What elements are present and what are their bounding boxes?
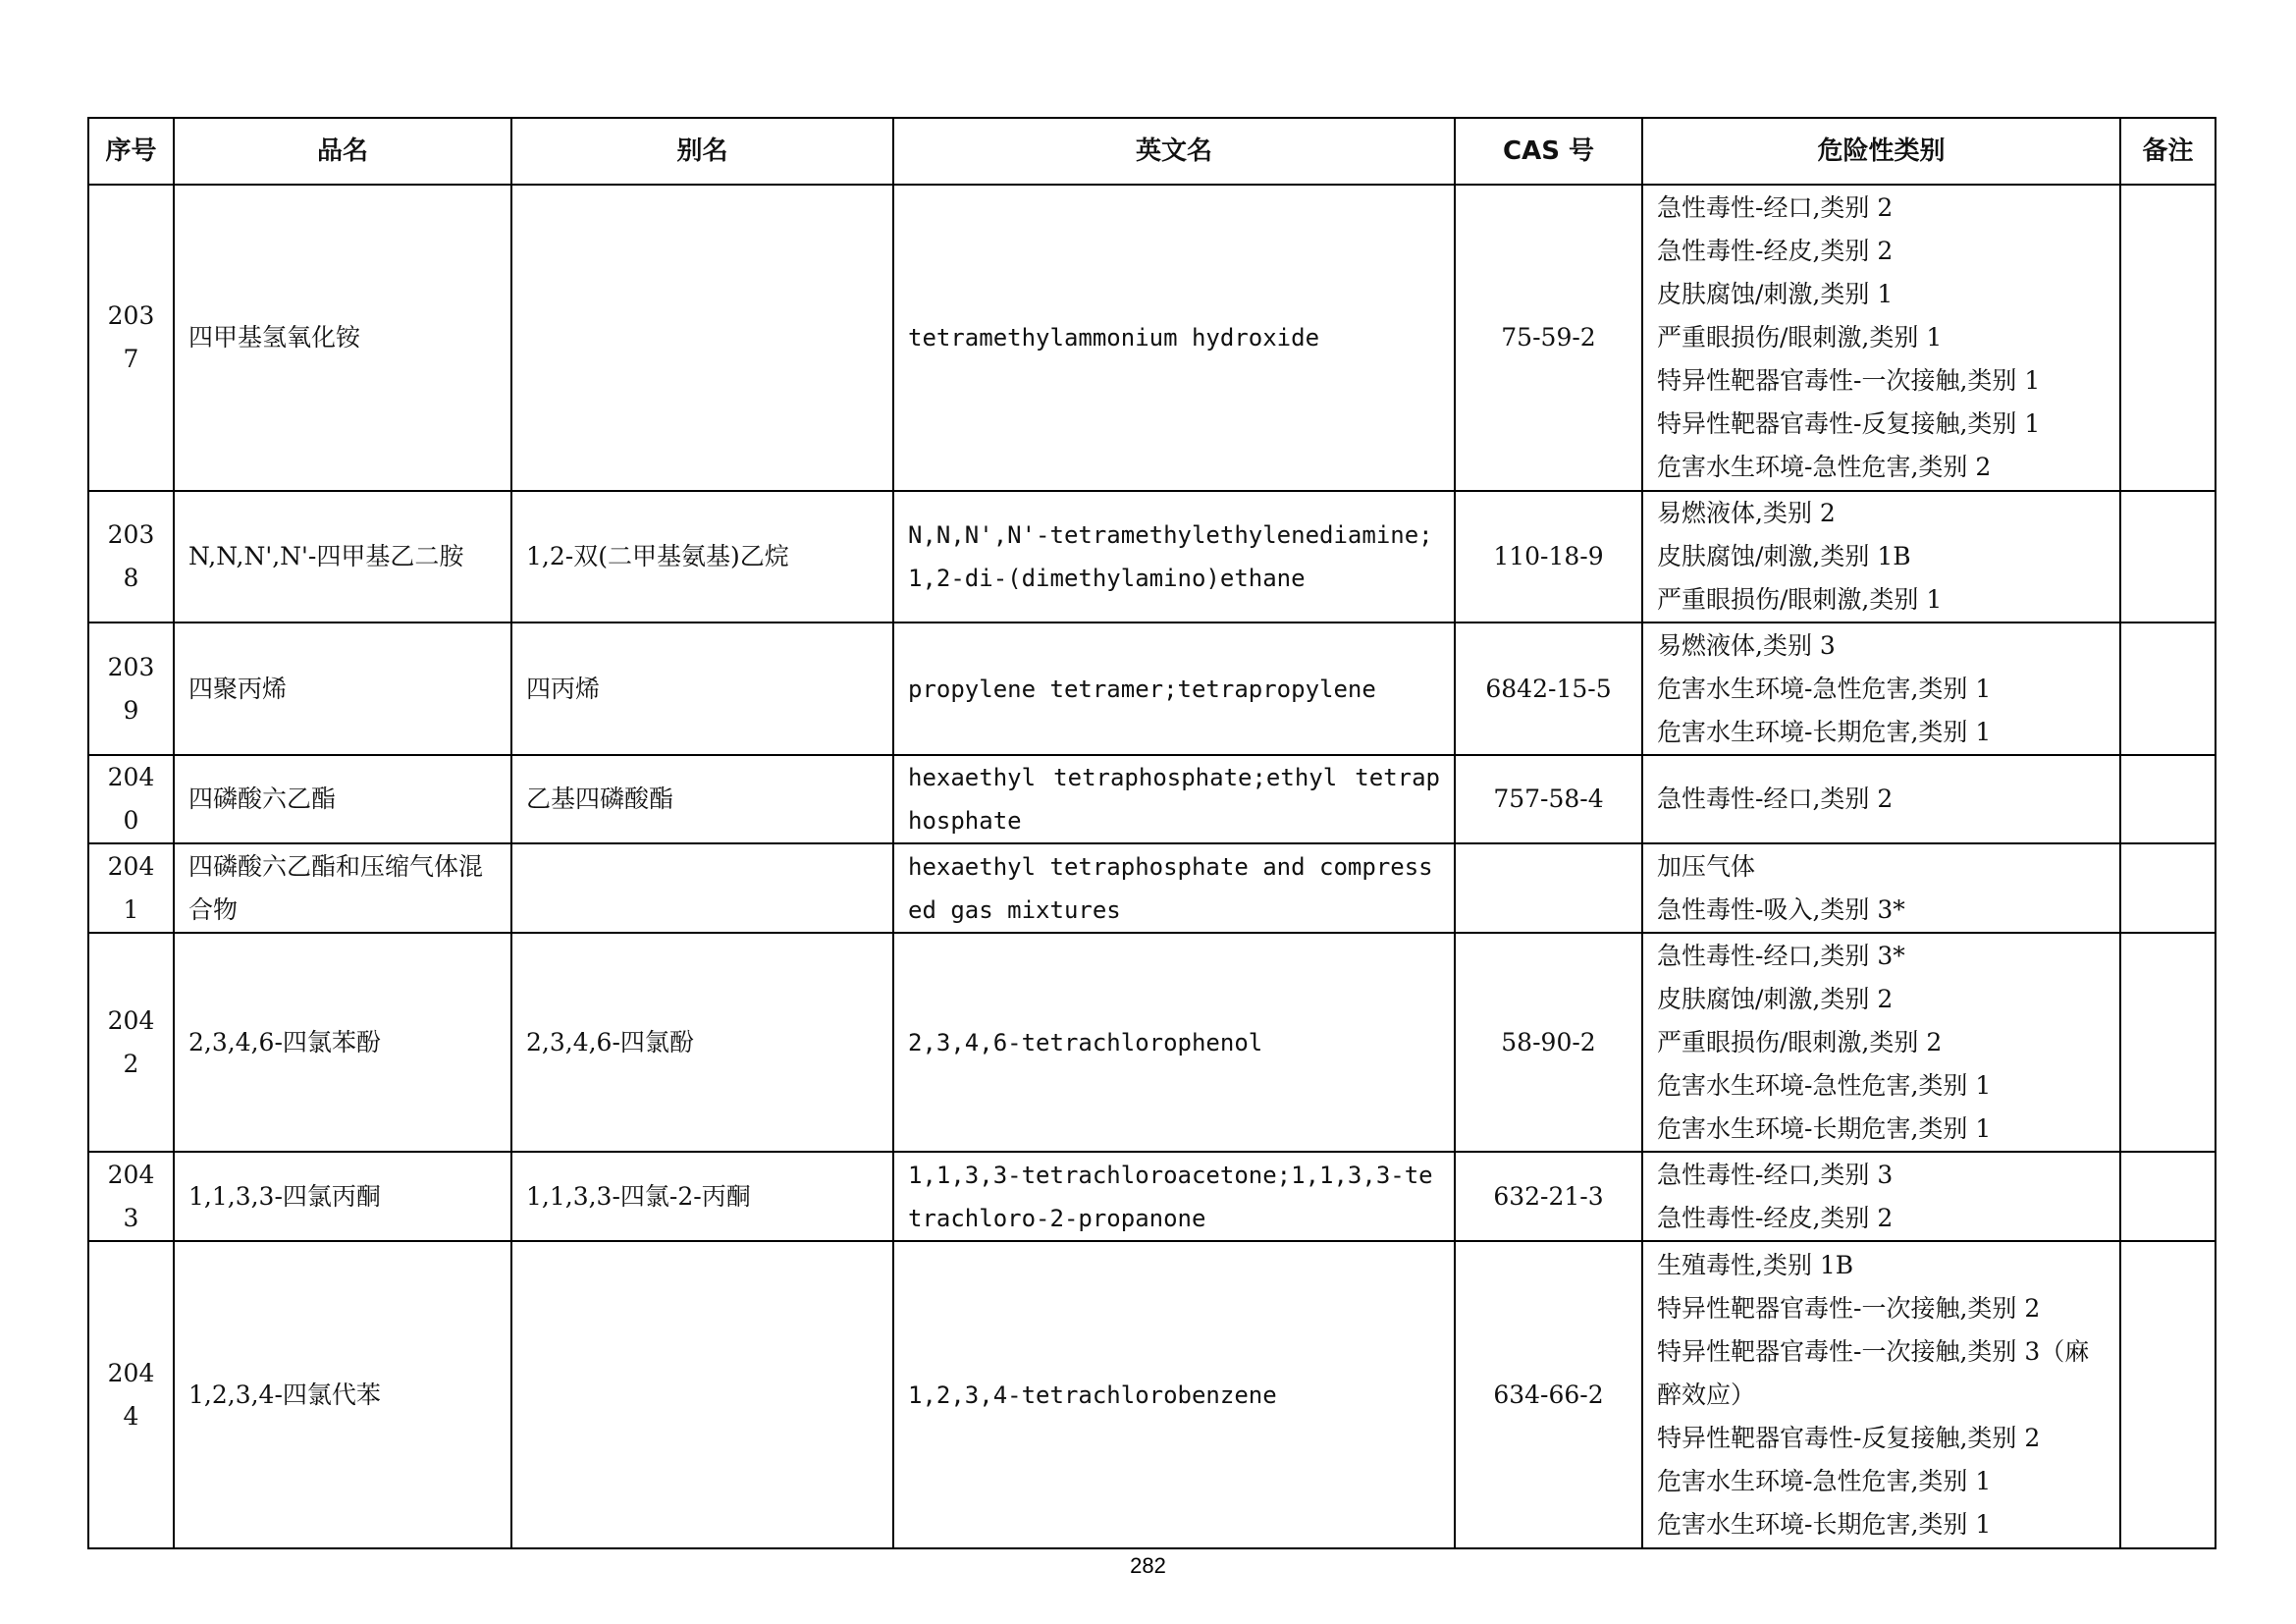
cell-remark	[2120, 185, 2216, 491]
cell-name: 四磷酸六乙酯和压缩气体混合物	[174, 843, 511, 933]
hazard-item: 特异性靶器官毒性-反复接触,类别 2	[1657, 1423, 2041, 1452]
cell-hazard-class	[1642, 1241, 2120, 1548]
table-row	[88, 491, 2216, 623]
header-cas: CAS 号	[1455, 118, 1642, 185]
cell-alias	[511, 185, 893, 491]
hazard-item: 急性毒性-吸入,类别 3*	[1657, 894, 1905, 924]
cell-cas: 634-66-2	[1455, 1241, 1642, 1548]
hazard-item: 急性毒性-经皮,类别 2	[1657, 237, 1894, 265]
cell-alias	[511, 1241, 893, 1548]
cell-no: 2042	[88, 933, 174, 1152]
cell-hazard-class	[1642, 933, 2120, 1152]
cell-no: 2039	[88, 623, 174, 755]
table-row	[88, 623, 2216, 755]
hazard-item: 特异性靶器官毒性-反复接触,类别 1	[1657, 409, 2041, 438]
cell-english-name: 1,2,3,4-tetrachlorobenzene	[893, 1241, 1455, 1548]
cell-name: 1,1,3,3-四氯丙酮	[174, 1152, 511, 1241]
hazard-item: 急性毒性-经口,类别 3	[1657, 1160, 1894, 1189]
hazard-item: 加压气体	[1657, 851, 1756, 881]
cell-hazard-class	[1642, 843, 2120, 933]
cell-english-name: tetramethylammonium hydroxide	[893, 185, 1455, 491]
cell-english-name: hexaethyl tetraphosphate and compressed gas mixtures	[893, 843, 1455, 933]
cell-name: 四聚丙烯	[174, 623, 511, 755]
header-english-name: 英文名	[893, 118, 1455, 185]
cell-alias: 1,2-双(二甲基氨基)乙烷	[511, 491, 893, 623]
hazard-item: 急性毒性-经口,类别 2	[1657, 785, 1894, 813]
hazard-item: 皮肤腐蚀/刺激,类别 1B	[1657, 542, 1911, 570]
cell-name: 四甲基氢氧化铵	[174, 185, 511, 491]
hazard-item: 严重眼损伤/眼刺激,类别 1	[1657, 585, 1943, 614]
hazard-item: 危害水生环境-急性危害,类别 1	[1657, 1466, 1992, 1495]
hazard-item: 生殖毒性,类别 1B	[1657, 1250, 1854, 1279]
cell-hazard-class	[1642, 755, 2120, 843]
hazard-item: 皮肤腐蚀/刺激,类别 1	[1657, 280, 1894, 308]
cell-hazard-class	[1642, 185, 2120, 491]
cell-alias: 四丙烯	[511, 623, 893, 755]
cell-english-name: N,N,N',N'-tetramethylethylenediamine;1,2-di-(dimethylamino)ethane	[893, 491, 1455, 623]
cell-alias	[511, 843, 893, 933]
cell-alias: 2,3,4,6-四氯酚	[511, 933, 893, 1152]
hazard-item: 易燃液体,类别 3	[1657, 630, 1836, 660]
hazard-item: 急性毒性-经皮,类别 2	[1657, 1203, 1894, 1232]
hazard-item: 危害水生环境-急性危害,类别 2	[1657, 453, 1992, 481]
cell-remark	[2120, 1241, 2216, 1548]
cell-cas: 110-18-9	[1455, 491, 1642, 623]
cell-cas: 757-58-4	[1455, 755, 1642, 843]
hazard-item: 特异性靶器官毒性-一次接触,类别 3（麻醉效应）	[1657, 1336, 2090, 1409]
cell-no: 2044	[88, 1241, 174, 1548]
cell-no: 2037	[88, 185, 174, 491]
cell-hazard-class	[1642, 1152, 2120, 1241]
hazard-item: 严重眼损伤/眼刺激,类别 2	[1657, 1027, 1943, 1056]
cell-remark	[2120, 623, 2216, 755]
cell-hazard-class	[1642, 491, 2120, 623]
hazard-item: 急性毒性-经口,类别 3*	[1657, 941, 1905, 970]
cell-remark	[2120, 491, 2216, 623]
cell-cas: 58-90-2	[1455, 933, 1642, 1152]
hazardous-chemicals-table	[87, 117, 2216, 1549]
cell-remark	[2120, 755, 2216, 843]
table-row	[88, 755, 2216, 843]
hazard-item: 危害水生环境-长期危害,类别 1	[1657, 717, 1992, 746]
hazard-item: 特异性靶器官毒性-一次接触,类别 1	[1657, 366, 2041, 395]
table-row	[88, 185, 2216, 491]
table-row	[88, 1241, 2216, 1548]
cell-alias: 1,1,3,3-四氯-2-丙酮	[511, 1152, 893, 1241]
hazard-item: 危害水生环境-长期危害,类别 1	[1657, 1113, 1992, 1143]
hazard-item: 急性毒性-经口,类别 2	[1657, 193, 1894, 222]
cell-english-name: propylene tetramer;tetrapropylene	[893, 623, 1455, 755]
cell-hazard-class	[1642, 623, 2120, 755]
page-number: 282	[1130, 1553, 1166, 1578]
header-no: 序号	[88, 118, 174, 185]
cell-no: 2041	[88, 843, 174, 933]
table-row	[88, 1152, 2216, 1241]
cell-cas: 632-21-3	[1455, 1152, 1642, 1241]
hazard-item: 危害水生环境-急性危害,类别 1	[1657, 674, 1992, 703]
hazard-item: 特异性靶器官毒性-一次接触,类别 2	[1657, 1293, 2041, 1323]
cell-name: N,N,N',N'-四甲基乙二胺	[174, 491, 511, 623]
cell-no: 2043	[88, 1152, 174, 1241]
cell-name: 2,3,4,6-四氯苯酚	[174, 933, 511, 1152]
cell-remark	[2120, 843, 2216, 933]
cell-name: 四磷酸六乙酯	[174, 755, 511, 843]
table-header-row	[88, 118, 2216, 185]
hazard-item: 易燃液体,类别 2	[1657, 499, 1836, 527]
table-row	[88, 933, 2216, 1152]
cell-english-name: 2,3,4,6-tetrachlorophenol	[893, 933, 1455, 1152]
header-name: 品名	[174, 118, 511, 185]
cell-english-name: hexaethyl tetraphosphate;ethyl tetraphosphate	[893, 755, 1455, 843]
cell-remark	[2120, 1152, 2216, 1241]
hazard-item: 严重眼损伤/眼刺激,类别 1	[1657, 323, 1943, 352]
header-alias: 别名	[511, 118, 893, 185]
header-hazard-class: 危险性类别	[1642, 118, 2120, 185]
cell-name: 1,2,3,4-四氯代苯	[174, 1241, 511, 1548]
cell-cas: 6842-15-5	[1455, 623, 1642, 755]
header-remark: 备注	[2120, 118, 2216, 185]
cell-alias: 乙基四磷酸酯	[511, 755, 893, 843]
hazard-item: 危害水生环境-长期危害,类别 1	[1657, 1509, 1992, 1539]
cell-no: 2038	[88, 491, 174, 623]
cell-no: 2040	[88, 755, 174, 843]
hazard-item: 危害水生环境-急性危害,类别 1	[1657, 1070, 1992, 1100]
table-row	[88, 843, 2216, 933]
cell-remark	[2120, 933, 2216, 1152]
hazard-item: 皮肤腐蚀/刺激,类别 2	[1657, 984, 1894, 1013]
cell-english-name: 1,1,3,3-tetrachloroacetone;1,1,3,3-tetrachloro-2-propanone	[893, 1152, 1455, 1241]
cell-cas: 75-59-2	[1455, 185, 1642, 491]
cell-cas	[1455, 843, 1642, 933]
